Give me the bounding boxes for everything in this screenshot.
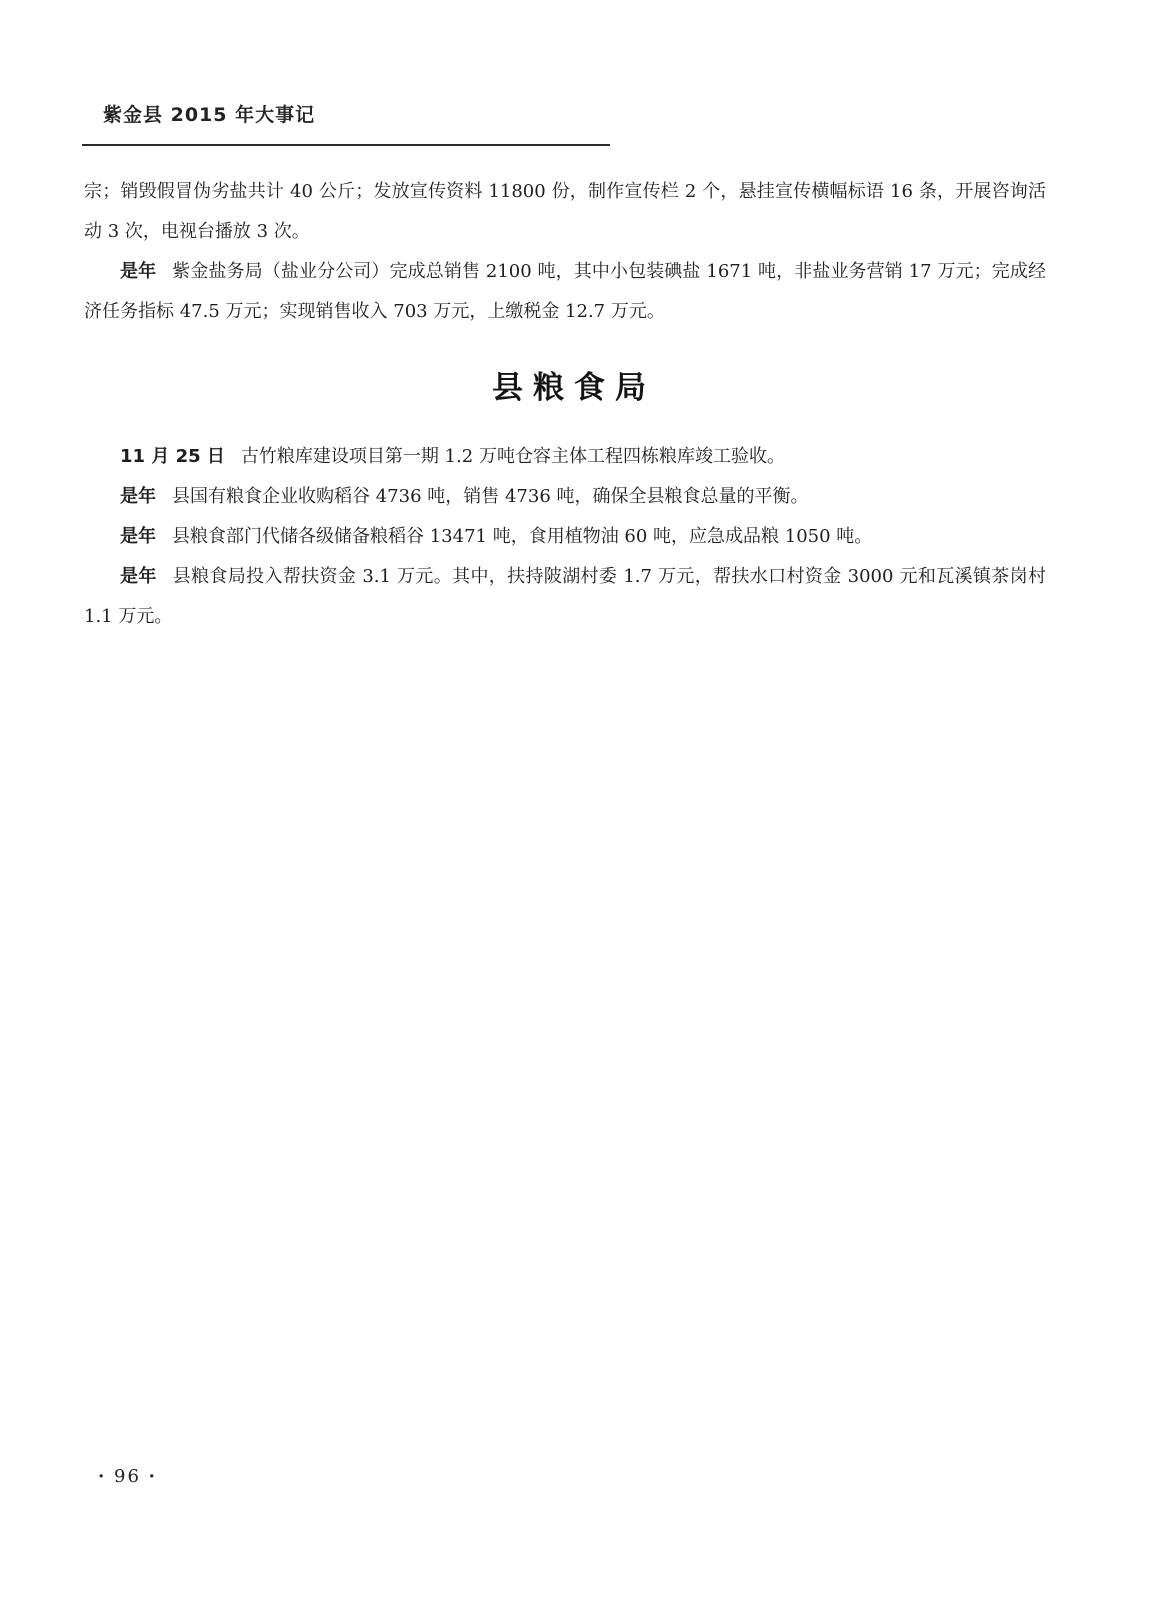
dated-entry [84,437,1046,477]
year-entry-salt-bureau [84,252,1046,332]
section-title: 县粮食局 [492,370,656,406]
entry-lead: 是年 [120,486,156,507]
continued-paragraph [84,172,1046,252]
page-number [98,1466,157,1487]
paragraph-text: 古竹粮库建设项目第一期 1.2 万吨仓容主体工程四栋粮库竣工验收。 [240,446,785,467]
entry-lead: 是年 [120,526,156,547]
paragraph-text: 县粮食局投入帮扶资金 3.1 万元。其中，扶持陂湖村委 1.7 万元，帮扶水口村资金 3000 元和瓦溪镇茶岗村 1.1 万元。 [84,566,1047,627]
paragraph-text: 县粮食部门代储各级储备粮稻谷 13471 吨，食用植物油 60 吨，应急成品粮 1050 吨。 [172,526,873,547]
paragraph-text: 宗；销毁假冒伪劣盐共计 40 公斤；发放宣传资料 11800 份，制作宣传栏 2 个，悬挂宣传横幅标语 16 条，开展咨询活动 3 次，电视台播放 3 次。 [84,181,1046,242]
year-entry [84,557,1046,637]
bullet-icon: · [98,1466,107,1487]
header-rule [82,144,610,146]
running-header-title: 紫金县 2015 年大事记 [103,104,316,126]
paragraph-text: 紫金盐务局（盐业分公司）完成总销售 2100 吨，其中小包装碘盐 1671 吨，非盐业务营销 17 万元；完成经济任务指标 47.5 万元；实现销售收入 703 万元，上缴税金 12.7 万元。 [84,261,1046,322]
page-number-value: 96 [114,1466,141,1487]
page-content [84,172,1046,637]
year-entry [84,477,1046,517]
entry-lead: 是年 [120,566,157,587]
entry-lead: 是年 [120,261,157,282]
bullet-icon: · [148,1466,157,1487]
entry-date: 11 月 25 日 [120,446,225,467]
paragraph-text: 县国有粮食企业收购稻谷 4736 吨，销售 4736 吨，确保全县粮食总量的平衡。 [172,486,809,507]
year-entry [84,517,1046,557]
